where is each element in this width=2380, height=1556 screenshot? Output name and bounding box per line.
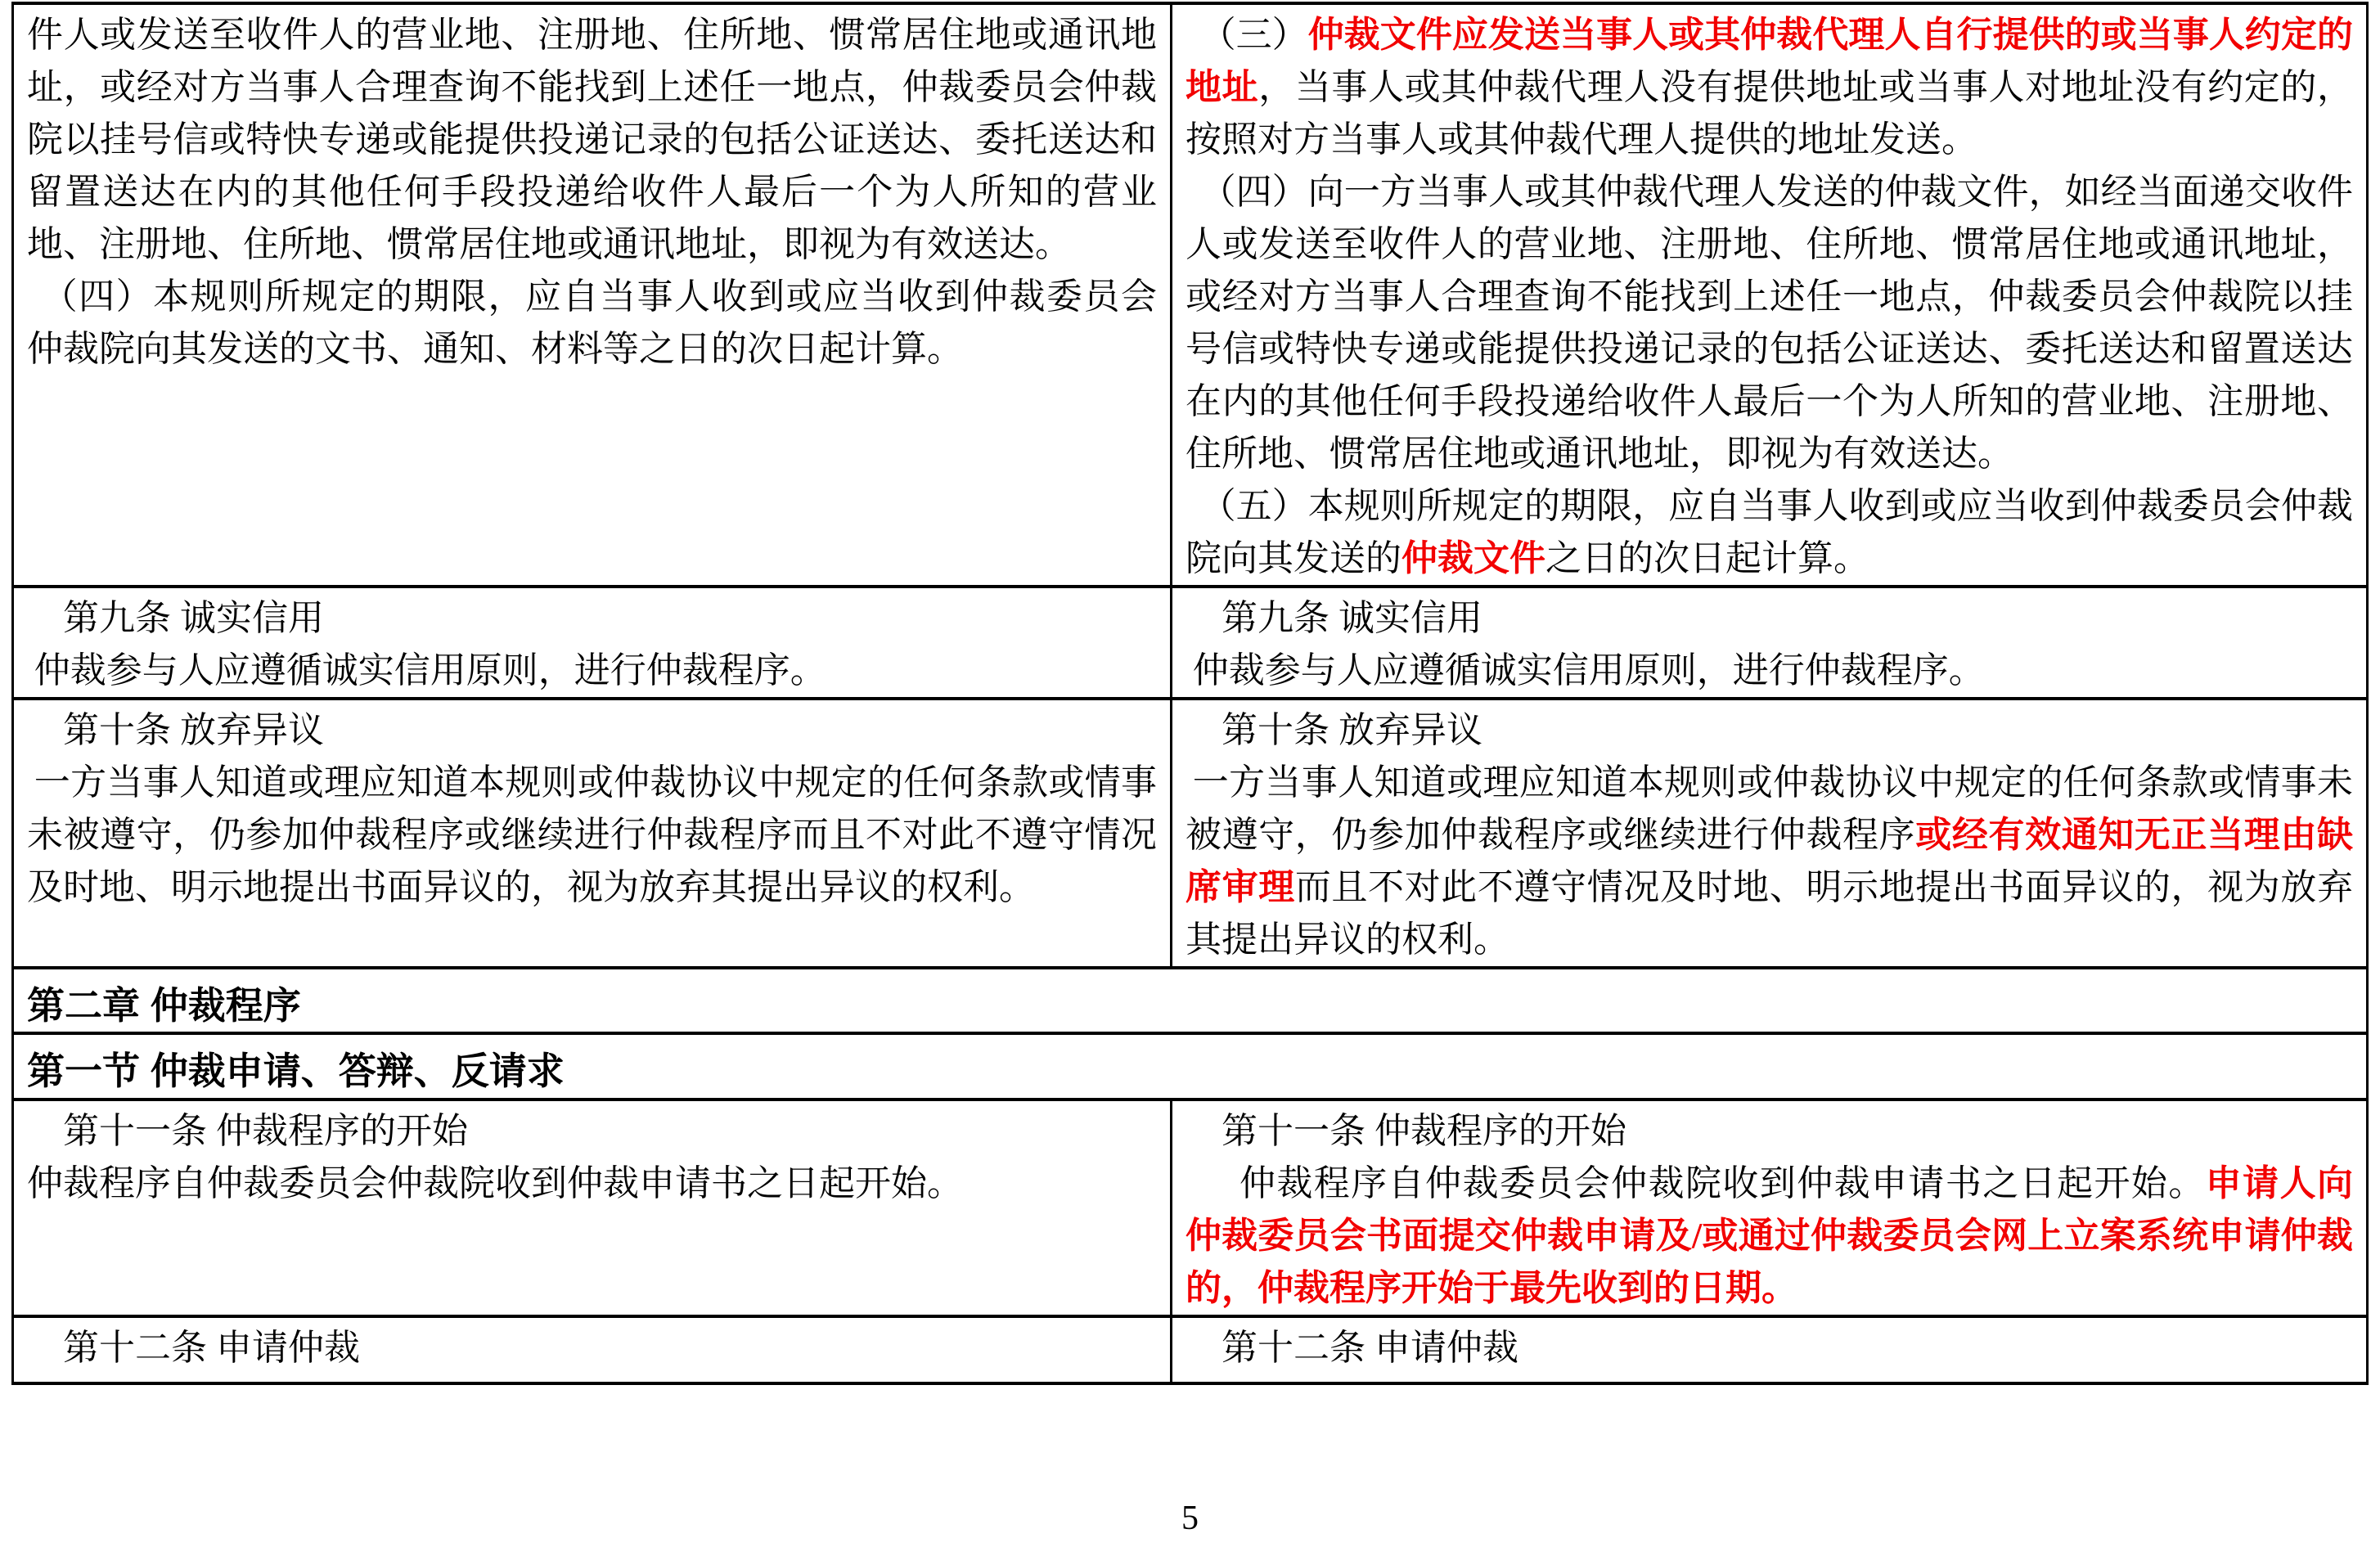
row-article-12 (13, 1316, 2368, 1383)
paragraph (1186, 1322, 2353, 1374)
left-column-cell (13, 1100, 1172, 1316)
right-column-cell (1171, 1316, 2367, 1383)
paragraph (1186, 757, 2353, 966)
revision-text: 或经有效通知无正当理由缺席审理 (1185, 815, 2354, 907)
paragraph (27, 1158, 1157, 1210)
page-number: 5 (1181, 1500, 1199, 1537)
chapter-heading (13, 968, 2368, 1033)
chapter-heading-cell (13, 968, 2368, 1033)
paragraph (27, 645, 1157, 697)
text-segment: 第二章 仲裁程序 (27, 984, 301, 1027)
text-segment: 第九条 诚实信用 (63, 598, 324, 638)
right-column-cell (1171, 699, 2367, 968)
text-segment: 而且不对此不遵守情况及时地、明示地提出书面异议的，视为放弃其提出异议的权利。 (1185, 867, 2353, 960)
text-segment: 件人或发送至收件人的营业地、注册地、住所地、惯常居住地或通讯地址，或经对方当事人合理查询不能找到上述任一地点，仲裁委员会仲裁院以挂号信或特快专递或能提供投递记录的包括公证送达、委托送达和留置送达在内的其他任何手段投递给收件人最后一个为人所知的营业地、注册地、住所地、惯常居住地或通讯地址，即视为有效送达。 (27, 15, 1157, 264)
paragraph (27, 757, 1157, 914)
right-column-cell (1171, 3, 2367, 587)
text-segment: 第十一条 仲裁程序的开始 (63, 1111, 468, 1151)
paragraph (1186, 9, 2353, 166)
row-article-10 (13, 699, 2368, 968)
row-article-9 (13, 587, 2368, 699)
paragraph (27, 1322, 1157, 1374)
revision-text: 申请人向仲裁委员会书面提交仲裁申请及/或通过仲裁委员会网上立案系统申请仲裁的，仲裁程序开始于最先收到的日期。 (1185, 1163, 2354, 1308)
text-segment: 第十条 放弃异议 (63, 710, 324, 750)
text-segment: 第十二条 申请仲裁 (63, 1328, 360, 1368)
section-heading (13, 1033, 2368, 1100)
text-segment: 第一节 仲裁申请、答辩、反请求 (27, 1050, 565, 1092)
paragraph (27, 979, 2353, 1032)
paragraph (1186, 1158, 2353, 1315)
revision-text: 仲裁文件应发送当事人或其仲裁代理人自行提供的或当事人约定的地址 (1185, 15, 2353, 107)
right-column-cell (1171, 1100, 2367, 1316)
left-column-cell (13, 3, 1172, 587)
comparison-table (11, 2, 2369, 1385)
paragraph (1186, 480, 2353, 585)
left-column-cell (13, 1316, 1172, 1383)
paragraph (27, 271, 1157, 376)
text-segment: 第十一条 仲裁程序的开始 (1221, 1111, 1626, 1151)
revision-text: 仲裁文件 (1401, 538, 1545, 578)
text-segment: （四）本规则所规定的期限，应自当事人收到或应当收到仲裁委员会仲裁院向其发送的文书、通知、材料等之日的次日起计算。 (27, 277, 1157, 369)
paragraph (27, 704, 1157, 757)
left-column-cell (13, 587, 1172, 699)
text-segment: 第十二条 申请仲裁 (1221, 1328, 1518, 1368)
text-segment: （四）向一方当事人或其仲裁代理人发送的仲裁文件，如经当面递交收件人或发送至收件人的营业地、注册地、住所地、惯常居住地或通讯地址，或经对方当事人合理查询不能找到上述任一地点，仲裁委员会仲裁院以挂号信或特快专递或能提供投递记录的包括公证送达、委托送达和留置送达在内的其他任何手段投递给收件人最后一个为人所知的营业地、注册地、住所地、惯常居住地或通讯地址，即视为有效送达。 (1185, 172, 2353, 474)
paragraph (1186, 1105, 2353, 1158)
text-segment: 仲裁程序自仲裁委员会仲裁院收到仲裁申请书之日起开始。 (1239, 1163, 2206, 1203)
row-article-11 (13, 1100, 2368, 1316)
text-segment: ，当事人或其仲裁代理人没有提供地址或当事人对地址没有约定的，按照对方当事人或其仲裁代理人提供的地址发送。 (1185, 67, 2354, 160)
right-column-cell (1171, 587, 2367, 699)
paragraph (1186, 645, 2353, 697)
text-segment: 仲裁参与人应遵循诚实信用原则，进行仲裁程序。 (34, 650, 826, 690)
text-segment: 仲裁参与人应遵循诚实信用原则，进行仲裁程序。 (1192, 650, 1985, 690)
text-segment: 仲裁程序自仲裁委员会仲裁院收到仲裁申请书之日起开始。 (27, 1163, 963, 1203)
text-segment: 第九条 诚实信用 (1221, 598, 1482, 638)
text-segment: 第十条 放弃异议 (1221, 710, 1482, 750)
row-service-of-documents (13, 3, 2368, 587)
text-segment: 之日的次日起计算。 (1545, 538, 1869, 578)
paragraph (1186, 166, 2353, 480)
section-heading-cell (13, 1033, 2368, 1100)
comparison-table-body (13, 3, 2368, 1383)
paragraph (27, 9, 1157, 271)
paragraph (27, 1045, 2353, 1097)
paragraph (1186, 592, 2353, 645)
paragraph (27, 592, 1157, 645)
left-column-cell (13, 699, 1172, 968)
text-segment: 一方当事人知道或理应知道本规则或仲裁协议中规定的任何条款或情事未被遵守，仍参加仲裁程序或继续进行仲裁程序而且不对此不遵守情况及时地、明示地提出书面异议的，视为放弃其提出异议的权利。 (27, 762, 1157, 907)
paragraph (27, 1105, 1157, 1158)
text-segment: （三） (1199, 15, 1308, 55)
text-segment: 一方当事人知道或理应知道本规则或仲裁协议中规定的任何条款或情事未被遵守，仍参加仲裁程序或继续进行仲裁程序 (1185, 762, 2353, 855)
text-segment: （五）本规则所规定的期限，应自当事人收到或应当收到仲裁委员会仲裁院向其发送的 (1185, 486, 2353, 578)
paragraph (1186, 704, 2353, 757)
